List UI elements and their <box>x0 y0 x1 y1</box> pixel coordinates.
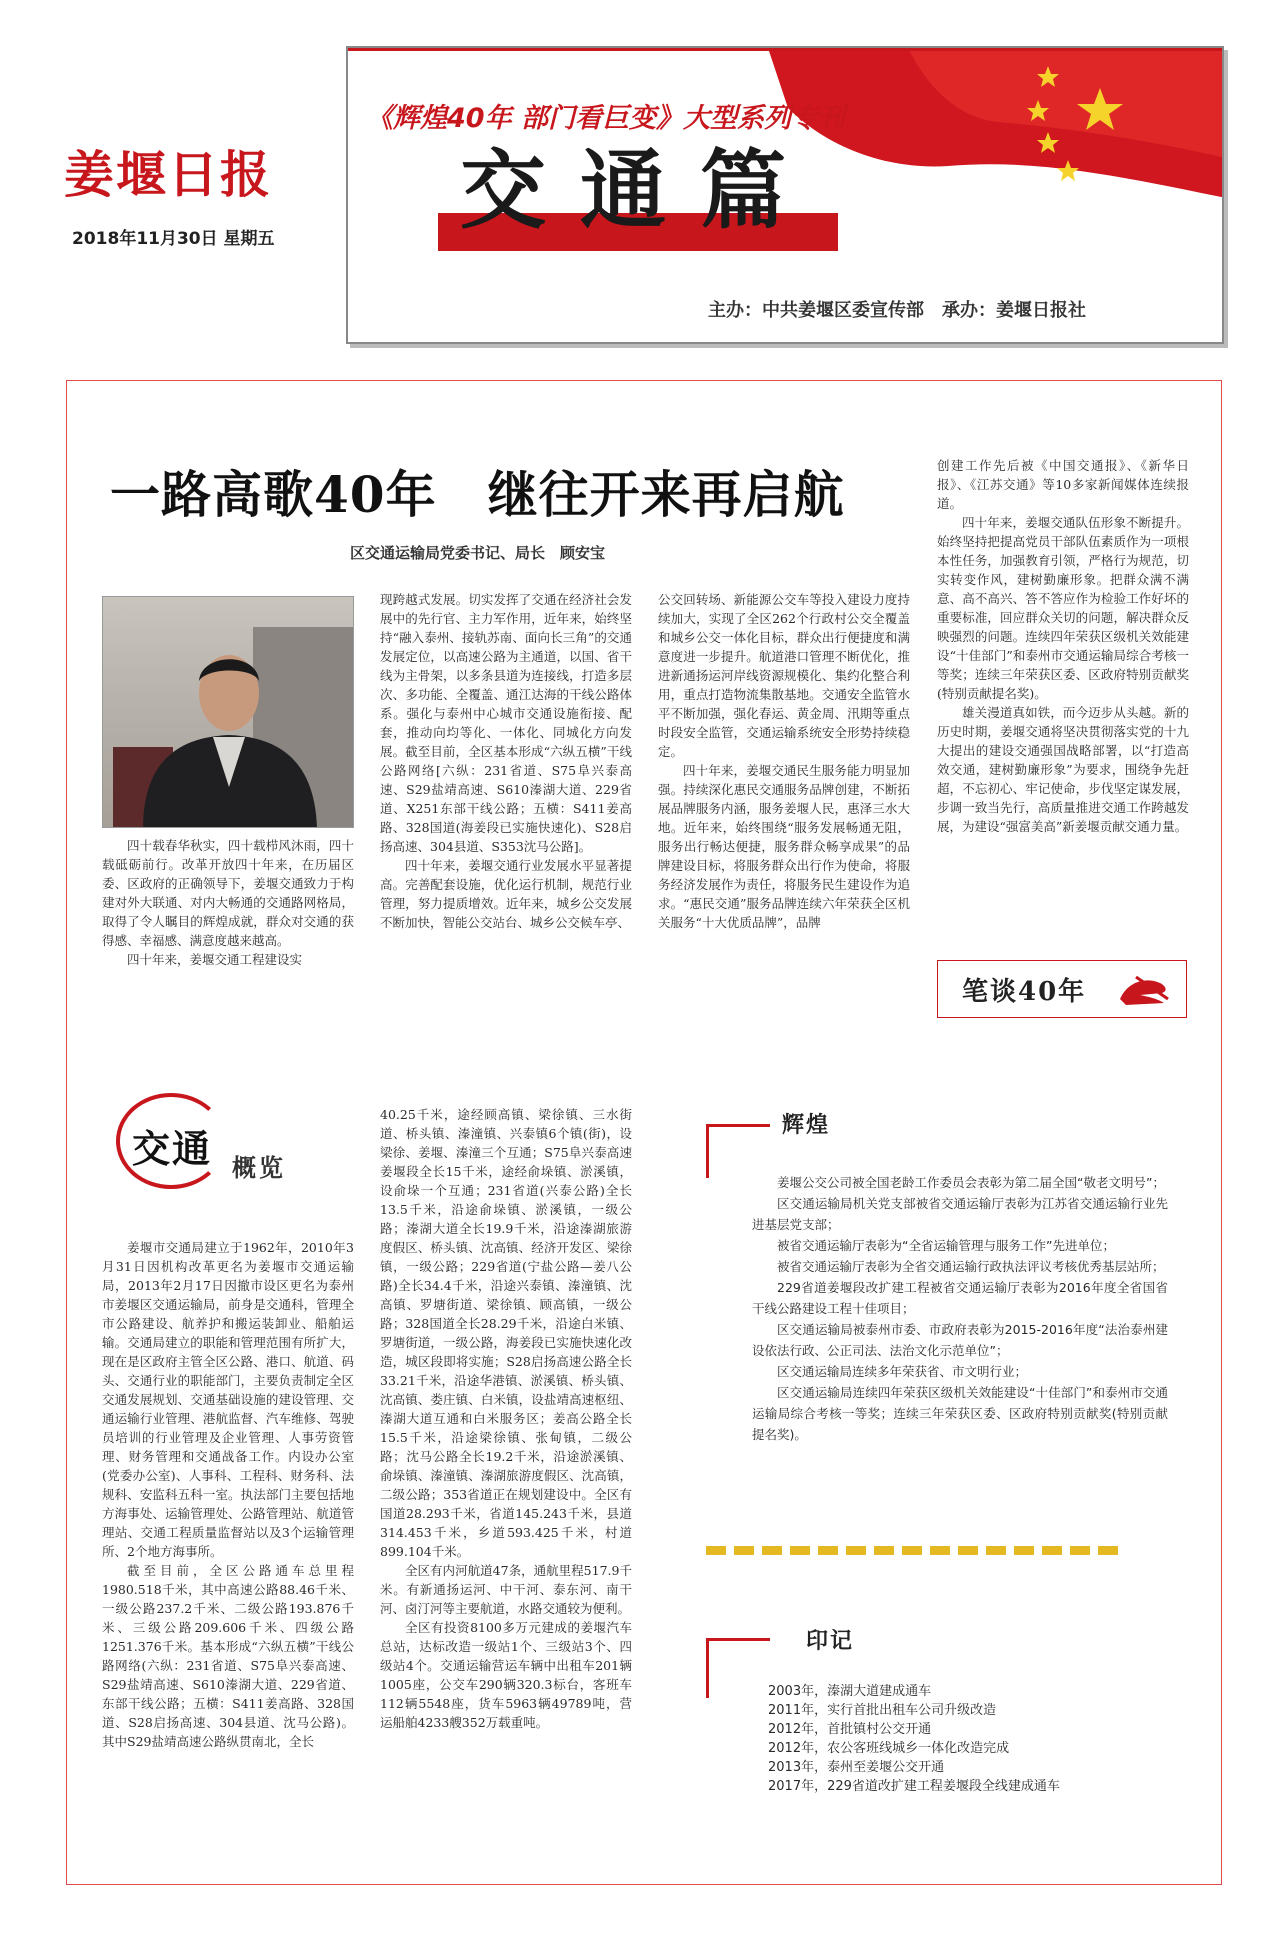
series-title: 《辉煌40年 部门看巨变》大型系列专刊 <box>366 103 845 134</box>
honor-item: 区交通运输局机关党支部被省交通运输厅表彰为江苏省交通运输行业先进基层党支部； <box>752 1196 1168 1232</box>
paragraph: 全区有投资8100多万元建成的姜堰汽车总站，达标改造一级站1个、三级站3个、四级站4个。交通运输营运车辆中出租车201辆1005座，公交车290辆320.3标台，客班车112辆5548座，货车5963辆49789吨，营运船舶4233艘352万载重吨。 <box>380 1620 632 1730</box>
honor-item: 区交通运输局被泰州市委、市政府表彰为2015-2016年度“法治泰州建设依法行政、公正司法、法治文化示范单位”； <box>752 1322 1168 1358</box>
honor-item: 被省交通运输厅表彰为全省交通运输行政执法评议考核优秀基层站所； <box>777 1259 1165 1274</box>
glory-rule-vertical <box>706 1124 709 1178</box>
paragraph: 四十载春华秋实，四十载栉风沐雨，四十载砥砺前行。改革开放四十年来，在历届区委、区政府的正确领导下，姜堰交通致力于构建对外大联通、对内大畅通的交通路网格局，取得了令人瞩目的辉煌成就，群众对交通的获得感、幸福感、满意度越来越高。 <box>102 838 354 948</box>
author-photo <box>102 596 354 828</box>
paragraph: 四十年来，姜堰交通行业发展水平显著提高。完善配套设施，优化运行机制，规范行业管理，努力提质增效。近年来，城乡公交发展不断加快，智能公交站台、城乡公交候车亭、 <box>380 858 632 930</box>
paragraph: 雄关漫道真如铁，而今迈步从头越。新的历史时期，姜堰交通将坚决贯彻落实党的十九大提出的建设交通强国战略部署，以“打造高效交通，建树勤廉形象”为要求，围绕争先赶超，不忘初心、牢记使命，步伐坚定谋发展，步调一致当先行，高质量推进交通工作跨越发展，为建设“强富美高”新姜堰贡献交通力量。 <box>937 705 1189 834</box>
section-title: 交通篇 <box>460 140 820 241</box>
paragraph: 四十年来，姜堰交通工程建设实 <box>127 952 303 967</box>
issue-date: 2018年11月30日 星期五 <box>72 229 275 249</box>
article-column-3 <box>658 590 910 1048</box>
paragraph: 创建工作先后被《中国交通报》、《新华日报》、《江苏交通》等10多家新闻媒体连续报道。 <box>937 458 1189 511</box>
imprint-item: 2012年，首批镇村公交开通 <box>768 1722 932 1737</box>
article-byline: 区交通运输局党委书记、局长 顾安宝 <box>350 544 606 562</box>
paragraph: 公交回转场、新能源公交车等投入建设力度持续加大，实现了全区262个行政村公交全覆盖和城乡公交一体化目标，群众出行便捷度和满意度进一步提升。航道港口管理不断优化，推进新通扬运河岸线资源规模化、集约化整合利用，重点打造物流集散基地。交通安全监管水平不断加强，强化春运、黄金周、汛期等重点时段安全监管，交通运输系统安全形势持续稳定。 <box>658 592 910 759</box>
glory-title: 辉煌 <box>782 1113 831 1138</box>
imprint-item: 2011年，实行首批出租车公司升级改造 <box>768 1703 997 1718</box>
honor-item: 区交通运输局连续多年荣获省、市文明行业； <box>777 1364 1028 1379</box>
overview-column-2 <box>380 1105 632 1858</box>
honor-item: 被省交通运输厅表彰为“全省运输管理与服务工作”先进单位； <box>777 1238 1115 1253</box>
paragraph: 姜堰市交通局建立于1962年，2010年3月31日因机构改革更名为姜堰市交通运输局，2013年2月17日因撤市设区更名为泰州市姜堰区交通运输局，前身是交通科，管理全市公路建设、航养护和搬运装卸业、船舶运输。交通局建立的职能和管理范围有所扩大，现在是区政府主管全区公路、港口、航道、码头、交通行业的职能部门，主要负责制定全区交通发展规划、交通基础设施的建设管理、交通运输行业管理、港航监督、汽车维修、驾驶员培训的行业管理及企业管理、人事劳资管理、财务管理和交通战备工作。内设办公室(党委办公室)、人事科、工程科、财务科、法规科、安监科五科一室。执法部门主要包括地方海事处、运输管理处、公路管理站、航道管理站、交通工程质量监督站以及3个运输管理所、2个地方海事所。 <box>102 1240 354 1559</box>
newspaper-masthead: 姜堰日报 <box>64 145 272 204</box>
imprint-list <box>768 1682 1060 1796</box>
glory-rule <box>706 1124 770 1127</box>
article-column-2 <box>380 590 632 1048</box>
paragraph: 截至目前，全区公路通车总里程1980.518千米，其中高速公路88.46千米、一级公路237.2千米、二级公路193.876千米、三级公路209.606千米、四级公路1251.376千米。基本形成“六纵五横”干线公路网络(六纵：231省道、S75阜兴泰高速、S29盐靖高速、S610溱湖大道、229省道、东部干线公路；五横：S411姜高路、328国道、S28启扬高速、304县道、沈马公路)。其中S29盐靖高速公路纵贯南北，全长 <box>102 1563 354 1749</box>
paragraph: 40.25千米，途经顾高镇、梁徐镇、三水街道、桥头镇、溱潼镇、兴泰镇6个镇(街)，设梁徐、姜堰、溱潼三个互通；S75阜兴泰高速姜堰段全长15千米，途经俞垛镇、淤溪镇，设俞垛一个互通；231省道(兴泰公路)全长13.5千米，沿途俞垛镇、淤溪镇，一级公路；溱湖大道全长19.9千米，沿途溱湖旅游度假区、桥头镇、沈高镇、经济开发区、梁徐镇，一级公路；229省道(宁盐公路—姜八公路)全长34.4千米，沿途兴泰镇、溱潼镇、沈高镇、罗塘街道、梁徐镇、顾高镇，一级公路；328国道全长28.29千米，沿途白米镇、罗塘街道，一级公路，海姜段已实施快速化改造，城区段即将实施；S28启扬高速公路全长33.21千米，沿途华港镇、淤溪镇、桥头镇、沈高镇、娄庄镇、白米镇，设盐靖高速枢纽、溱湖大道互通和白米服务区；姜高公路全长15.5千米，沿途梁徐镇、张甸镇，二级公路；沈马公路全长19.2千米，沿途淤溪镇、俞垛镇、溱潼镇、溱湖旅游度假区、沈高镇，二级公路；353省道正在规划建设中。全区有国道28.293千米，省道145.243千米，县道314.453千米，乡道593.425千米，村道899.104千米。 <box>380 1107 632 1559</box>
portrait-figure <box>103 597 354 828</box>
imprint-item: 2012年，农公客班线城乡一体化改造完成 <box>768 1741 1010 1756</box>
overview-title: 交通 <box>132 1126 213 1171</box>
paragraph: 四十年来，姜堰交通队伍形象不断提升。始终坚持把提高党员干部队伍素质作为一项根本性任务，加强教育引领，严格行为规范，切实转变作风，建树勤廉形象。把群众满不满意、高不高兴、答不答应作为检验工作好坏的重要标准，回应群众关切的问题，解决群众反映强烈的问题。连续四年荣获区级机关效能建设“十佳部门”和泰州市交通运输局综合考核一等奖；连续三年荣获区委、区政府特别贡献奖(特别贡献提名奖)。 <box>937 515 1189 701</box>
imprint-item: 2003年，溱湖大道建成通车 <box>768 1684 932 1699</box>
honor-item: 229省道姜堰段改扩建工程被省交通运输厅表彰为2016年度全省国省干线公路建设工程十佳项目； <box>752 1280 1168 1316</box>
column-tag-label: 笔谈40年 <box>962 976 1087 1007</box>
sponsor-line: 主办：中共姜堰区委宣传部 承办：姜堰日报社 <box>708 300 1086 321</box>
glory-list <box>752 1172 1168 1445</box>
honor-item: 区交通运输局连续四年荣获区级机关效能建设“十佳部门”和泰州市交通运输局综合考核一等奖；连续三年荣获区委、区政府特别贡献奖(特别贡献提名奖)。 <box>752 1385 1168 1442</box>
article-column-4 <box>937 456 1189 948</box>
column-tag-box <box>937 960 1187 1018</box>
imprint-title: 印记 <box>806 1629 855 1654</box>
imprint-item: 2017年，229省道改扩建工程姜堰段全线建成通车 <box>768 1779 1060 1794</box>
section-divider-dots <box>706 1546 1118 1555</box>
pen-hand-icon <box>1116 973 1172 1007</box>
paragraph: 全区有内河航道47条，通航里程517.9千米。有新通扬运河、中干河、泰东河、南干河、卤汀河等主要航道，水路交通较为便利。 <box>380 1563 632 1616</box>
overview-subtitle: 概览 <box>232 1153 286 1182</box>
imprint-rule-vertical <box>706 1638 709 1698</box>
imprint-item: 2013年，泰州至姜堰公交开通 <box>768 1760 945 1775</box>
article-column-1 <box>102 836 354 1046</box>
imprint-rule <box>706 1638 770 1641</box>
overview-column-1 <box>102 1238 354 1858</box>
paragraph: 四十年来，姜堰交通民生服务能力明显加强。持续深化惠民交通服务品牌创建，不断拓展品牌服务内涵，服务姜堰人民，惠泽三水大地。近年来，始终围绕“服务发展畅通无阻，服务出行畅达便捷，服务群众畅享成果”的品牌建设目标，将服务群众出行作为使命，将服务经济发展作为责任，将服务民生建设作为追求。“惠民交通”服务品牌连续六年荣获全区机关服务“十大优质品牌”，品牌 <box>658 763 910 930</box>
series-banner <box>346 46 1224 344</box>
article-headline: 一路高歌40年 继往开来再启航 <box>110 465 845 524</box>
paragraph: 现跨越式发展。切实发挥了交通在经济社会发展中的先行官、主力军作用，近年来，始终坚持“融入泰州、接轨苏南、面向长三角”的交通发展定位，以高速公路为主通道，以国、省干线为主骨架，以多条县道为连接线，打造多层次、多功能、全覆盖、通江达海的干线公路体系。强化与泰州中心城市交通设施衔接、配套，推动向均等化、一体化、同城化方向发展。截至目前，全区基本形成“六纵五横”干线公路网络[六纵：231省道、S75阜兴泰高速、S29盐靖高速、S610溱湖大道、229省道、X251东部干线公路；五横：S411姜高路、328国道(海姜段已实施快速化)、S28启扬高速、304县道、S353沈马公路]。 <box>380 592 632 854</box>
honor-item: 姜堰公交公司被全国老龄工作委员会表彰为第二届全国“敬老文明号”； <box>777 1175 1165 1190</box>
